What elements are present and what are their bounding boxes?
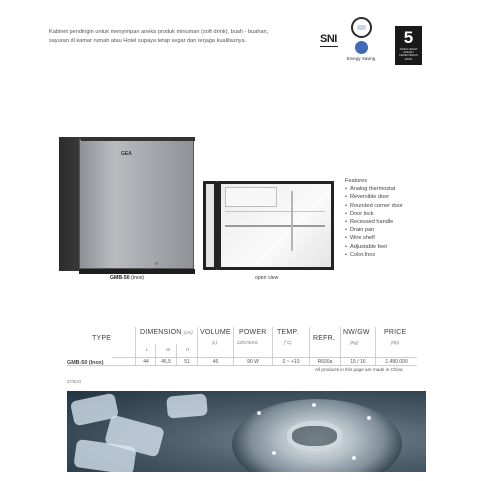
header-power: POWER (239, 329, 267, 336)
header-dim-l: L (146, 347, 149, 352)
front-view-caption (110, 275, 144, 281)
footnote: All products in this page are made in China (315, 367, 403, 372)
fridge-freezer-compartment (225, 187, 277, 207)
fridge-front-door (79, 139, 194, 269)
features-title: Features (345, 178, 368, 184)
header-price: PRICE (384, 329, 407, 336)
row-price: 1.480.000 (385, 359, 408, 365)
fridge-open-door (203, 181, 217, 270)
header-price-unit: (Rp) (391, 340, 400, 345)
star-rating-number: 5 (403, 28, 414, 47)
header-volume-unit: (L) (212, 340, 218, 345)
header-dim-w: W (166, 347, 170, 352)
water-drop (272, 451, 276, 455)
feature-item: • Analog thermostat (345, 185, 403, 193)
table-rule (67, 365, 417, 366)
fridge-lock-icon: ⚲ (155, 261, 158, 266)
row-temp: 0 ~ +10 (282, 359, 300, 365)
energy-sun-icon (355, 41, 368, 54)
row-refr: R600a (317, 359, 333, 365)
header-dim-h: H (186, 347, 190, 352)
fridge-open-image (203, 181, 334, 271)
star-rating-subtext: TANDA HEMAT ENERGI KEMENTERIAN ESDM (399, 48, 418, 61)
model-suffix: (inox) (131, 275, 145, 281)
fridge-base (79, 269, 195, 274)
beverage-ice-photo (67, 391, 426, 472)
fridge-side-panel (59, 137, 81, 271)
header-power-unit: 220V/50Hz (237, 340, 258, 345)
header-refr: REFR. (313, 335, 335, 342)
brand-logo: GEA (121, 151, 132, 157)
header-dimension-label: DIMENSION (140, 329, 182, 336)
energy-saving-label: Energy Saving (346, 56, 376, 61)
table-rule (112, 357, 417, 358)
feature-item: • Door lock (345, 210, 403, 218)
fridge-inner-rail (291, 191, 293, 251)
water-drop (352, 456, 356, 460)
features-list (345, 177, 403, 259)
row-power: 90 W (247, 359, 259, 365)
row-type: GMB-50 (Inox) (67, 360, 104, 366)
header-dimension (140, 329, 193, 336)
row-dim-l: 44 (143, 359, 149, 365)
energy-saving-badge (346, 17, 376, 75)
sni-underline (320, 46, 338, 47)
row-volume: 46 (212, 359, 219, 365)
fridge-drip-tray (225, 211, 325, 212)
feature-item: • Recessed handle (345, 218, 403, 226)
open-view-caption: open view (255, 275, 279, 281)
feature-item: • Color.Inox (345, 251, 403, 259)
water-drop (257, 411, 261, 415)
model-name: GMB-50 (110, 275, 130, 281)
feature-item: • Drain pan (345, 226, 403, 234)
table-divider (135, 327, 136, 365)
product-description: Kabinet pendingin untuk menyimpan aneka produk minuman (soft drink), buah - buahan, sayuran di kamar rumah atau Hotel supaya tetap segar dan terjaga kualitasnya. (49, 29, 269, 44)
header-temp-unit: (°C) (284, 340, 292, 345)
fridge-top-edge (81, 137, 195, 141)
row-dim-h: 51 (184, 359, 190, 365)
row-nwgw: 15 / 16 (350, 359, 366, 365)
energy-circle-icon (351, 17, 372, 38)
fridge-wire-shelf (225, 225, 325, 227)
feature-item: • Reversible door (345, 193, 403, 201)
can-pull-tab-image (287, 421, 342, 451)
feature-item: • Adjustable feet (345, 243, 403, 251)
sni-text: SNI (320, 33, 337, 45)
page-code: 27/5/24 (67, 379, 81, 384)
header-dimension-unit: (cm) (183, 330, 193, 335)
header-volume: VOLUME (200, 329, 231, 336)
header-nwgw: NW/GW (343, 329, 370, 336)
water-drop (312, 403, 316, 407)
header-type: TYPE (92, 335, 112, 342)
feature-item: • Wire shelf (345, 234, 403, 242)
ice-cube-image (166, 393, 208, 418)
header-nwgw-unit: (Kg) (350, 340, 358, 345)
feature-item: • Rounded corner door (345, 202, 403, 210)
star-rating-badge (395, 26, 422, 65)
header-temp: TEMP. (277, 329, 299, 336)
water-drop (367, 416, 371, 420)
fridge-front-image (59, 137, 195, 274)
sni-logo (320, 33, 344, 53)
row-dim-w: 46,5 (161, 359, 171, 365)
